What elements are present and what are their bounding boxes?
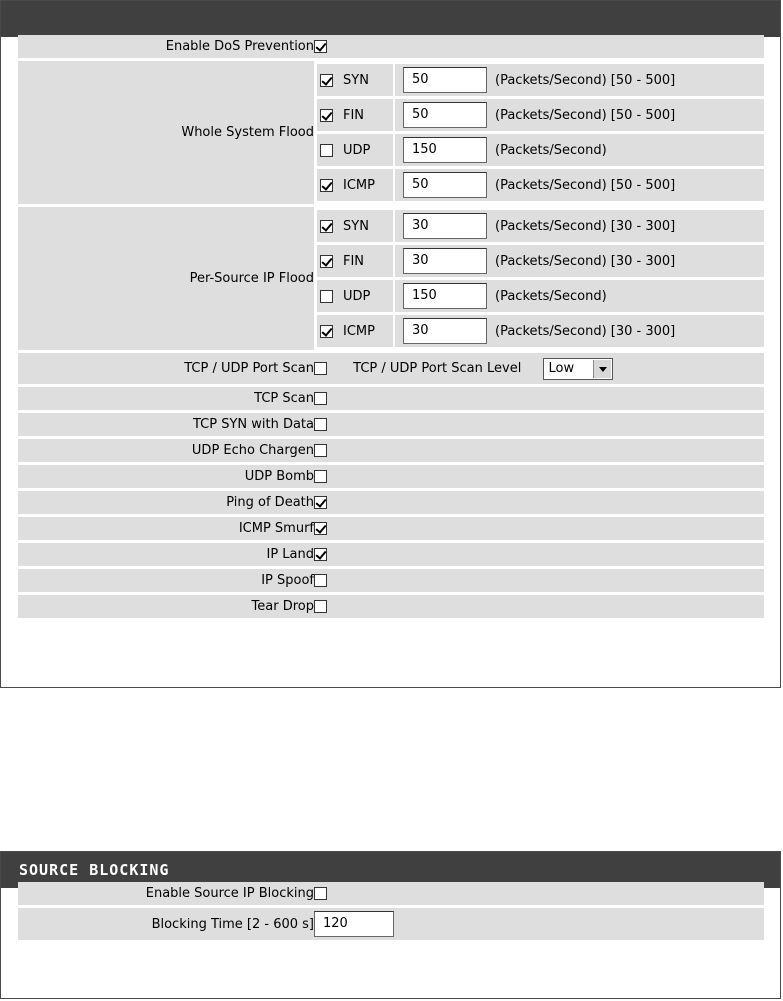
whole-flood-syn-checkbox[interactable] <box>320 74 333 87</box>
ip-spoof-label: IP Spoof <box>18 569 314 592</box>
per-source-flood-fin-rate-input[interactable]: 30 <box>403 248 487 274</box>
whole-system-flood-row <box>18 61 764 204</box>
protocol-label: UDP <box>343 142 371 158</box>
rate-unit-label: (Packets/Second) [50 - 500] <box>495 107 676 123</box>
whole-flood-row-syn <box>317 64 764 96</box>
per-source-flood-row-icmp <box>317 315 764 347</box>
source-blocking-panel <box>0 851 781 999</box>
rate-unit-label: (Packets/Second) <box>495 142 607 158</box>
protocol-label: ICMP <box>343 177 375 193</box>
attack-row-ip-spoof <box>18 569 764 592</box>
protocol-label: SYN <box>343 218 369 234</box>
port-scan-level-label: TCP / UDP Port Scan Level <box>353 361 522 376</box>
rate-unit-label: (Packets/Second) [30 - 300] <box>495 323 676 339</box>
blocking-time-input[interactable]: 120 <box>314 911 394 937</box>
rate-unit-label: (Packets/Second) [50 - 500] <box>495 72 676 88</box>
per-source-flood-udp-rate-input[interactable]: 150 <box>403 283 487 309</box>
per-source-flood-group <box>314 207 764 350</box>
tcp-scan-checkbox[interactable] <box>314 392 327 405</box>
whole-flood-syn-rate-input[interactable]: 50 <box>403 67 487 93</box>
ip-land-label: IP Land <box>18 543 314 566</box>
attack-row-tear-drop <box>18 595 764 618</box>
blocking-time-row <box>18 908 764 940</box>
per-source-flood-fin-checkbox[interactable] <box>320 255 333 268</box>
per-source-flood-row-udp <box>317 280 764 312</box>
whole-flood-icmp-checkbox[interactable] <box>320 179 333 192</box>
udp-echo-chargen-label: UDP Echo Chargen <box>18 439 314 462</box>
tcp-syn-with-data-checkbox[interactable] <box>314 418 327 431</box>
per-source-flood-label: Per-Source IP Flood <box>18 207 314 350</box>
whole-flood-fin-rate-input[interactable]: 50 <box>403 102 487 128</box>
protocol-label: ICMP <box>343 323 375 339</box>
attack-row-udp-bomb <box>18 465 764 488</box>
whole-system-flood-group <box>314 61 764 204</box>
whole-flood-icmp-rate-input[interactable]: 50 <box>403 172 487 198</box>
port-scan-checkbox[interactable] <box>314 362 327 375</box>
port-scan-level-select[interactable] <box>543 358 613 380</box>
per-source-flood-udp-checkbox[interactable] <box>320 290 333 303</box>
source-blocking-table <box>18 879 764 943</box>
tcp-syn-with-data-label: TCP SYN with Data <box>18 413 314 436</box>
enable-source-blocking-label: Enable Source IP Blocking <box>18 882 314 905</box>
rate-unit-label: (Packets/Second) [30 - 300] <box>495 218 676 234</box>
attack-row-udp-echo-chargen <box>18 439 764 462</box>
per-source-flood-icmp-checkbox[interactable] <box>320 325 333 338</box>
enable-source-blocking-checkbox[interactable] <box>314 887 327 900</box>
whole-flood-row-icmp <box>317 169 764 201</box>
whole-flood-fin-checkbox[interactable] <box>320 109 333 122</box>
per-source-flood-row-syn <box>317 210 764 242</box>
ip-spoof-checkbox[interactable] <box>314 574 327 587</box>
source-blocking-title: SOURCE BLOCKING <box>1 852 780 888</box>
per-source-flood-syn-rate-input[interactable]: 30 <box>403 213 487 239</box>
chevron-down-icon[interactable] <box>593 360 611 378</box>
enable-source-blocking-row <box>18 882 764 905</box>
attack-row-tcp-scan <box>18 387 764 410</box>
protocol-label: UDP <box>343 288 371 304</box>
attack-row-icmp-smurf <box>18 517 764 540</box>
per-source-flood-icmp-rate-input[interactable]: 30 <box>403 318 487 344</box>
whole-flood-udp-rate-input[interactable]: 150 <box>403 137 487 163</box>
attack-row-ip-land <box>18 543 764 566</box>
ping-of-death-checkbox[interactable] <box>314 496 327 509</box>
enable-dos-label: Enable DoS Prevention <box>18 35 314 58</box>
protocol-label: FIN <box>343 253 365 269</box>
whole-flood-row-fin <box>317 99 764 131</box>
per-source-flood-syn-checkbox[interactable] <box>320 220 333 233</box>
whole-flood-row-udp <box>317 134 764 166</box>
blocking-time-label: Blocking Time [2 - 600 s] <box>18 908 314 940</box>
tear-drop-label: Tear Drop <box>18 595 314 618</box>
port-scan-level-value: Low <box>548 360 575 376</box>
dos-settings-table <box>18 32 764 621</box>
attack-row-ping-of-death <box>18 491 764 514</box>
protocol-label: FIN <box>343 107 365 123</box>
rate-unit-label: (Packets/Second) <box>495 288 607 304</box>
rate-unit-label: (Packets/Second) [50 - 500] <box>495 177 676 193</box>
protocol-label: SYN <box>343 72 369 88</box>
enable-dos-checkbox[interactable] <box>314 40 327 53</box>
icmp-smurf-label: ICMP Smurf <box>18 517 314 540</box>
tear-drop-checkbox[interactable] <box>314 600 327 613</box>
icmp-smurf-checkbox[interactable] <box>314 522 327 535</box>
per-source-flood-row <box>18 207 764 350</box>
ip-land-checkbox[interactable] <box>314 548 327 561</box>
attack-row-tcp-syn-with-data <box>18 413 764 436</box>
udp-bomb-label: UDP Bomb <box>18 465 314 488</box>
udp-echo-chargen-checkbox[interactable] <box>314 444 327 457</box>
whole-system-flood-label: Whole System Flood <box>18 61 314 204</box>
tcp-scan-label: TCP Scan <box>18 387 314 410</box>
ping-of-death-label: Ping of Death <box>18 491 314 514</box>
udp-bomb-checkbox[interactable] <box>314 470 327 483</box>
enable-dos-row <box>18 35 764 58</box>
port-scan-row <box>18 353 764 384</box>
whole-flood-udp-checkbox[interactable] <box>320 144 333 157</box>
per-source-flood-row-fin <box>317 245 764 277</box>
port-scan-label: TCP / UDP Port Scan <box>18 353 314 384</box>
rate-unit-label: (Packets/Second) [30 - 300] <box>495 253 676 269</box>
